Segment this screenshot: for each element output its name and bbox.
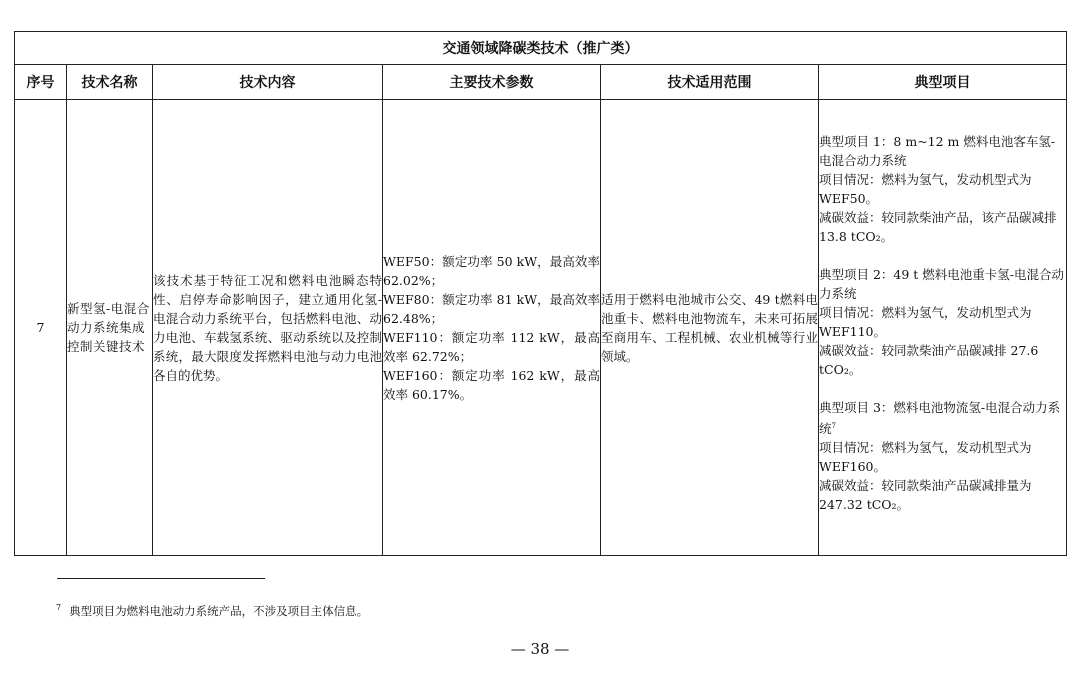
footnote-ref[interactable]: 7	[831, 422, 836, 430]
tech-table	[14, 31, 1067, 556]
param-line: WEF50：额定功率 50 kW，最高效率 62.02%；	[383, 253, 600, 288]
header-name: 技术名称	[67, 65, 153, 100]
project-item	[819, 265, 1066, 379]
cell-content: 该技术基于特征工况和燃料电池瞬态特性、启停寿命影响因子，建立通用化氢-电混合动力系统平台，包括燃料电池、动力电池、车载氢系统、驱动系统以及控制系统，最大限度发挥燃料电池与动力电池各自的优势。	[153, 100, 383, 556]
header-projects: 典型项目	[819, 65, 1067, 100]
project-title-wrap	[819, 398, 1066, 438]
project-situation: 项目情况：燃料为氢气，发动机型式为 WEF50。	[819, 172, 1032, 206]
project-title: 典型项目 1：8 m~12 m 燃料电池客车氢-电混合动力系统	[819, 134, 1056, 168]
cell-params	[383, 100, 601, 556]
project-situation: 项目情况：燃料为氢气，发动机型式为 WEF160。	[819, 440, 1032, 475]
footnote-divider	[57, 578, 265, 579]
header-no: 序号	[15, 65, 67, 100]
project-title: 典型项目 2：49 t 燃料电池重卡氢-电混合动力系统	[819, 267, 1065, 301]
footnote	[56, 603, 368, 619]
page-number: — 38 —	[510, 640, 570, 658]
project-effect: 减碳效益：较同款柴油产品，该产品碳减排 13.8 tCO₂。	[819, 210, 1057, 244]
cell-projects	[819, 100, 1067, 556]
project-title: 典型项目 3：燃料电池物流氢-电混合动力系统	[819, 400, 1061, 437]
param-line: WEF80：额定功率 81 kW，最高效率 62.48%；	[383, 291, 600, 326]
header-params: 主要技术参数	[383, 65, 601, 100]
project-item	[819, 398, 1066, 514]
footnote-mark: 7	[56, 603, 62, 613]
table-header-row	[15, 65, 1067, 100]
header-scope: 技术适用范围	[601, 65, 819, 100]
table-title-row	[15, 32, 1067, 65]
header-content: 技术内容	[153, 65, 383, 100]
param-line: WEF160：额定功率 162 kW，最高效率 60.17%。	[383, 367, 600, 402]
project-effect: 减碳效益：较同款柴油产品碳减排量为 247.32 tCO₂。	[819, 478, 1032, 513]
project-effect: 减碳效益：较同款柴油产品碳减排 27.6 tCO₂。	[819, 343, 1039, 377]
cell-name: 新型氢-电混合动力系统集成控制关键技术	[67, 100, 153, 556]
footnote-text: 典型项目为燃料电池动力系统产品，不涉及项目主体信息。	[69, 604, 369, 618]
cell-no: 7	[15, 100, 67, 556]
cell-scope: 适用于燃料电池城市公交、49 t燃料电池重卡、燃料电池物流车，未来可拓展至商用车、工程机械、农业机械等行业领域。	[601, 100, 819, 556]
table-title: 交通领域降碳类技术（推广类）	[15, 32, 1067, 65]
project-situation: 项目情况：燃料为氢气，发动机型式为 WEF110。	[819, 305, 1032, 339]
param-line: WEF110：额定功率 112 kW，最高效率 62.72%；	[383, 329, 600, 364]
table-row	[15, 100, 1067, 556]
project-item	[819, 132, 1066, 246]
